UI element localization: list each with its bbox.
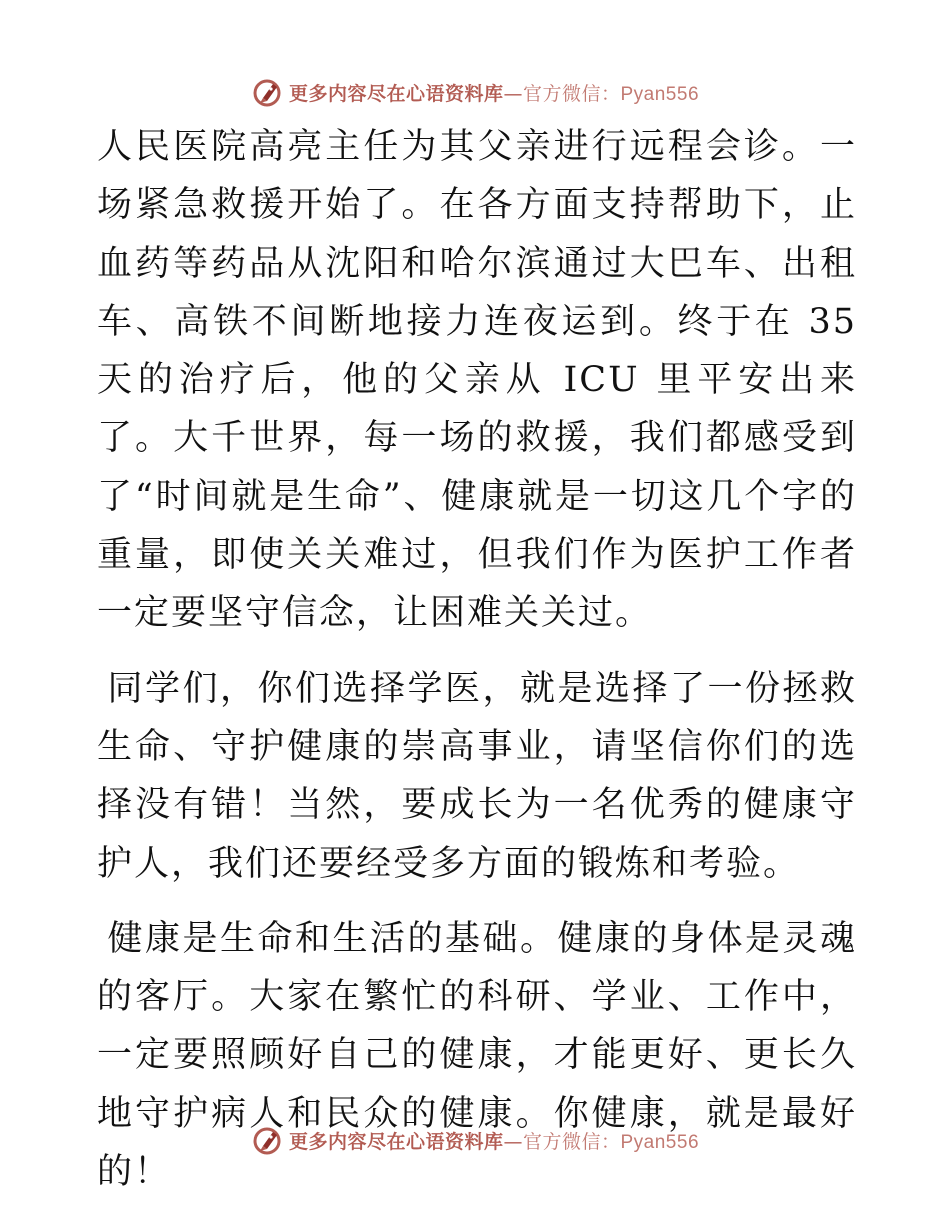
watermark-separator: — — [503, 1130, 523, 1153]
watermark-label: 官方微信： — [522, 82, 621, 105]
pen-nib-logo-icon — [251, 76, 283, 108]
watermark-text — [289, 1127, 699, 1154]
footer-watermark — [0, 1120, 950, 1160]
watermark-separator: — — [503, 82, 523, 105]
watermark-brand: 更多内容尽在心语资料库 — [288, 1130, 504, 1153]
paragraph-2: 同学们，你们选择学医，就是选择了一份拯救生命、守护健康的崇高事业，请坚信你们的选择没有错！当然，要成长为一名优秀的健康守护人，我们还要经受多方面的锻炼和考验。 — [97, 668, 857, 884]
watermark-brand: 更多内容尽在心语资料库 — [288, 82, 504, 105]
watermark-id: Pyan556 — [620, 83, 700, 105]
watermark-text — [289, 79, 699, 106]
header-watermark — [0, 72, 950, 112]
document-body — [97, 118, 857, 1201]
watermark-label: 官方微信： — [522, 1130, 621, 1153]
pen-nib-logo-icon — [251, 1124, 283, 1156]
watermark-id: Pyan556 — [620, 1131, 700, 1153]
paragraph-1: 人民医院高亮主任为其父亲进行远程会诊。一场紧急救援开始了。在各方面支持帮助下，止血药等药品从沈阳和哈尔滨通过大巴车、出租车、高铁不间断地接力连夜运到。终于在 35 天的治疗后，他的父亲从 ICU 里平安出来了。大千世界，每一场的救援，我们都感受到了“时间就是生命”、健康就是一切这几个字的重量，即使关关难过，但我们作为医护工作者一定要坚守信念，让困难关关过。 — [97, 127, 857, 634]
paragraph-3: 健康是生命和生活的基础。健康的身体是灵魂的客厅。大家在繁忙的科研、学业、工作中，一定要照顾好自己的健康，才能更好、更长久地守护病人和民众的健康。你健康，就是最好的！ — [97, 918, 857, 1193]
